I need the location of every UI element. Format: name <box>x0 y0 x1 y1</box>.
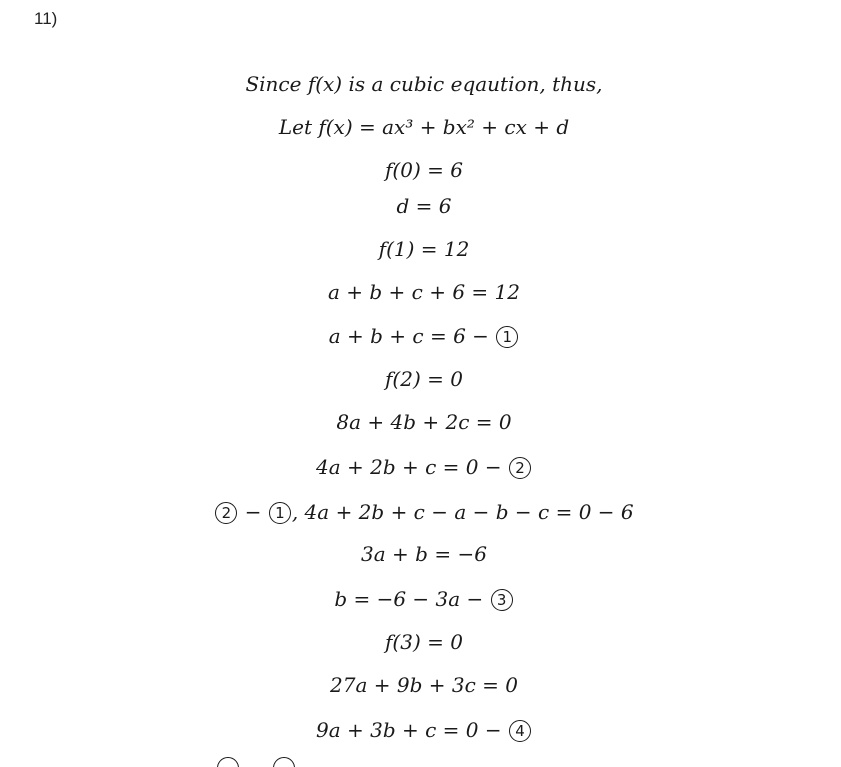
solution-line-9 <box>0 410 841 434</box>
solution-line-6 <box>0 280 841 304</box>
solution-line-7-text: a + b + c = 6 − <box>328 324 496 348</box>
solution-line-8-text: f(2) = 0 <box>385 367 463 391</box>
solution-line-14 <box>0 630 841 654</box>
partial-circle-icon <box>273 757 295 767</box>
solution-line-12-text: 3a + b = −6 <box>361 542 487 566</box>
solution-line-12 <box>0 542 841 566</box>
solution-line-2 <box>0 115 841 139</box>
circled-ref-1: 1 <box>269 502 291 524</box>
question-number: 11) <box>34 9 58 28</box>
solution-line-3-text: f(0) = 6 <box>385 158 463 182</box>
solution-line-15-text: 27a + 9b + 3c = 0 <box>330 673 518 697</box>
solution-line-15 <box>0 673 841 697</box>
solution-line-1-text: Since f(x) is a cubic eqaution, thus, <box>245 72 603 96</box>
solution-line-5-text: f(1) = 12 <box>378 237 470 261</box>
solution-line-8 <box>0 367 841 391</box>
solution-line-11-text: , 4a + 2b + c − a − b − c = 0 − 6 <box>291 500 634 524</box>
circled-ref-1: 1 <box>496 326 518 348</box>
circled-ref-4: 4 <box>509 720 531 742</box>
circled-ref-2: 2 <box>509 457 531 479</box>
solution-line-11 <box>0 500 841 524</box>
solution-line-3 <box>0 158 841 182</box>
solution-line-16 <box>0 718 841 742</box>
solution-line-16-text: 9a + 3b + c = 0 − <box>316 718 508 742</box>
solution-line-10 <box>0 455 841 479</box>
solution-line-14-text: f(3) = 0 <box>385 630 463 654</box>
solution-line-4-text: d = 6 <box>396 194 452 218</box>
solution-line-2-text: Let f(x) = ax³ + bx² + cx + d <box>278 115 570 139</box>
circled-ref-2: 2 <box>215 502 237 524</box>
solution-line-13-text: b = −6 − 3a − <box>334 587 490 611</box>
minus-sign: − <box>238 500 268 524</box>
solution-line-9-text: 8a + 4b + 2c = 0 <box>336 410 512 434</box>
solution-line-7 <box>0 324 841 348</box>
solution-line-4 <box>0 194 841 218</box>
solution-line-1 <box>0 72 841 96</box>
circled-ref-3: 3 <box>491 589 513 611</box>
solution-line-5 <box>0 237 841 261</box>
solution-line-6-text: a + b + c + 6 = 12 <box>328 280 520 304</box>
cut-off-next-line <box>0 757 841 767</box>
solution-line-13 <box>0 587 841 611</box>
partial-circle-icon <box>217 757 239 767</box>
solution-line-10-text: 4a + 2b + c = 0 − <box>316 455 508 479</box>
